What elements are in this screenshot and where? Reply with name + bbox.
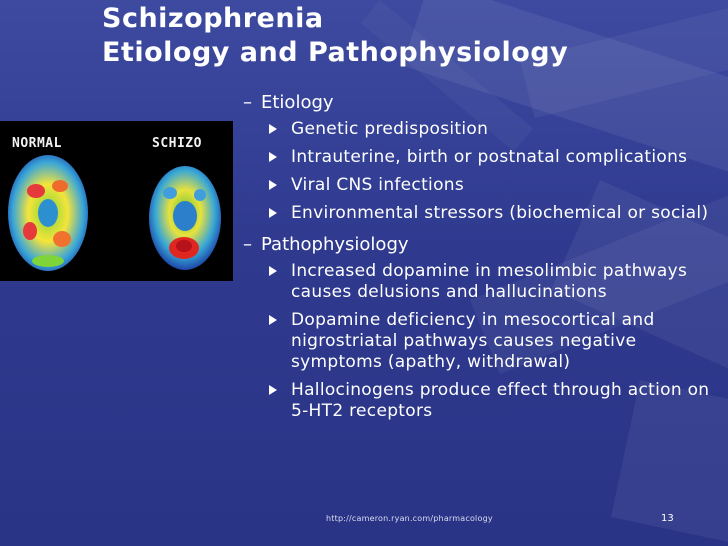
footer-url: http://cameron.ryan.com/pharmacology [326, 514, 493, 523]
list-item-text: Intrauterine, birth or postnatal complications [291, 147, 688, 167]
title-line-2: Etiology and Pathophysiology [102, 37, 569, 68]
list-item-text: Viral CNS infections [291, 175, 465, 195]
list-item-text: Hallocinogens produce effect through action on 5-HT2 receptors [291, 380, 710, 421]
slide-title [102, 2, 568, 70]
section-heading [243, 89, 723, 116]
list-item-text: Genetic predisposition [291, 119, 489, 139]
list-item [243, 380, 723, 422]
list-item [243, 175, 723, 196]
bullet-list [243, 261, 723, 422]
bullet-arrow-icon [269, 208, 277, 218]
list-item-text: Increased dopamine in mesolimbic pathways causes delusions and hallucinations [291, 261, 688, 302]
title-line-1: Schizophrenia [102, 3, 324, 34]
list-item [243, 119, 723, 140]
dash-icon: – [243, 92, 252, 113]
list-item [243, 203, 723, 224]
bullet-arrow-icon [269, 266, 277, 276]
list-item-text: Dopamine deficiency in mesocortical and nigrostriatal pathways causes negative symptoms (apathy, withdrawal) [291, 310, 655, 372]
section-pathophysiology [243, 231, 723, 422]
list-item [243, 261, 723, 303]
bullet-arrow-icon [269, 124, 277, 134]
schizo-label: SCHIZO [152, 136, 202, 151]
section-heading-label: Etiology [261, 92, 334, 113]
slide-content [243, 89, 723, 429]
normal-label: NORMAL [12, 136, 62, 151]
bullet-list [243, 119, 723, 224]
section-etiology [243, 89, 723, 224]
list-item [243, 310, 723, 373]
list-item-text: Environmental stressors (biochemical or social) [291, 203, 709, 223]
bullet-arrow-icon [269, 152, 277, 162]
bullet-arrow-icon [269, 180, 277, 190]
list-item [243, 147, 723, 168]
bullet-arrow-icon [269, 315, 277, 325]
dash-icon: – [243, 234, 252, 255]
section-heading [243, 231, 723, 258]
section-heading-label: Pathophysiology [261, 234, 409, 255]
brain-scan-image [0, 121, 233, 281]
bullet-arrow-icon [269, 385, 277, 395]
slide-number: 13 [661, 513, 674, 524]
